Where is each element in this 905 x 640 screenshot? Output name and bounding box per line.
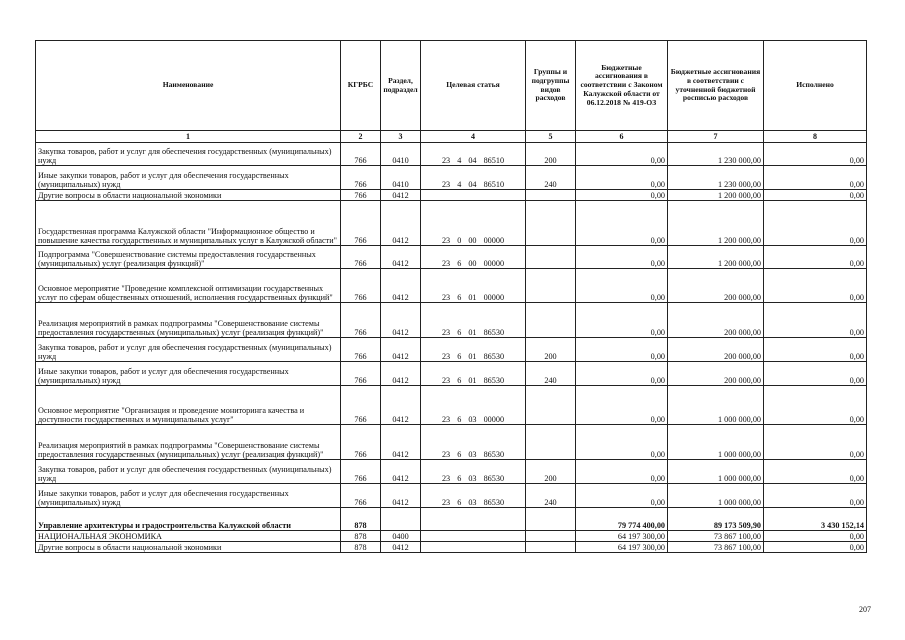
cell-executed: 0,00 bbox=[764, 362, 867, 386]
table-row bbox=[36, 460, 867, 484]
page-number: 207 bbox=[859, 605, 871, 614]
header-target: Целевая статья bbox=[421, 41, 526, 131]
column-number: 1 bbox=[36, 131, 341, 143]
cell-name: Подпрограмма "Совершенствование системы предоставления государственных (муниципальных) услуг (реализация функций)" bbox=[36, 246, 341, 269]
cell-group bbox=[526, 246, 576, 269]
cell-executed: 0,00 bbox=[764, 542, 867, 553]
cell-target bbox=[421, 531, 526, 542]
cell-target: 23 0 00 00000 bbox=[421, 201, 526, 246]
header-groups: Группы и подгруппы видов расходов bbox=[526, 41, 576, 131]
cell-executed: 0,00 bbox=[764, 425, 867, 460]
cell-section: 0412 bbox=[381, 269, 421, 303]
cell-section: 0412 bbox=[381, 484, 421, 508]
header-section: Раздел, подраздел bbox=[381, 41, 421, 131]
cell-section: 0412 bbox=[381, 460, 421, 484]
cell-kgrbs: 766 bbox=[341, 425, 381, 460]
table-row bbox=[36, 166, 867, 190]
cell-group: 200 bbox=[526, 460, 576, 484]
cell-target: 23 4 04 86510 bbox=[421, 166, 526, 190]
table-row bbox=[36, 190, 867, 201]
cell-executed: 0,00 bbox=[764, 531, 867, 542]
cell-group bbox=[526, 425, 576, 460]
cell-kgrbs: 766 bbox=[341, 143, 381, 166]
cell-target: 23 6 01 86530 bbox=[421, 362, 526, 386]
cell-kgrbs: 878 bbox=[341, 542, 381, 553]
cell-kgrbs: 766 bbox=[341, 269, 381, 303]
table-row bbox=[36, 338, 867, 362]
cell-law: 0,00 bbox=[576, 460, 668, 484]
cell-refined: 1 000 000,00 bbox=[668, 460, 764, 484]
cell-law: 0,00 bbox=[576, 190, 668, 201]
cell-kgrbs: 766 bbox=[341, 246, 381, 269]
column-number: 2 bbox=[341, 131, 381, 143]
cell-group bbox=[526, 542, 576, 553]
cell-section: 0412 bbox=[381, 190, 421, 201]
cell-refined: 200 000,00 bbox=[668, 362, 764, 386]
cell-group bbox=[526, 386, 576, 425]
cell-name: Управление архитектуры и градостроительства Калужской области bbox=[36, 508, 341, 531]
column-number: 3 bbox=[381, 131, 421, 143]
cell-section: 0412 bbox=[381, 303, 421, 338]
header-law: Бюджетные ассигнования в соответствии с Законом Калужской области от 06.12.2018 № 419-ОЗ bbox=[576, 41, 668, 131]
cell-law: 64 197 300,00 bbox=[576, 531, 668, 542]
table-row bbox=[36, 269, 867, 303]
cell-target: 23 6 03 86530 bbox=[421, 425, 526, 460]
column-number: 6 bbox=[576, 131, 668, 143]
cell-name: Закупка товаров, работ и услуг для обеспечения государственных (муниципальных) нужд bbox=[36, 460, 341, 484]
cell-group: 200 bbox=[526, 143, 576, 166]
table-body bbox=[36, 143, 867, 553]
cell-law: 0,00 bbox=[576, 484, 668, 508]
header-row bbox=[36, 41, 867, 131]
cell-section: 0412 bbox=[381, 542, 421, 553]
table-row bbox=[36, 484, 867, 508]
cell-law: 64 197 300,00 bbox=[576, 542, 668, 553]
cell-law: 0,00 bbox=[576, 269, 668, 303]
table-row bbox=[36, 386, 867, 425]
cell-executed: 0,00 bbox=[764, 303, 867, 338]
column-number: 4 bbox=[421, 131, 526, 143]
cell-group bbox=[526, 269, 576, 303]
cell-name: Государственная программа Калужской области "Информационное общество и повышение качества государственных и муниципальных услуг в Калужской области" bbox=[36, 201, 341, 246]
cell-name: Основное мероприятие "Организация и проведение мониторинга качества и доступности государственных и муниципальных услуг" bbox=[36, 386, 341, 425]
column-number: 7 bbox=[668, 131, 764, 143]
cell-target: 23 6 03 86530 bbox=[421, 460, 526, 484]
cell-refined: 73 867 100,00 bbox=[668, 542, 764, 553]
cell-name: Другие вопросы в области национальной экономики bbox=[36, 542, 341, 553]
cell-kgrbs: 766 bbox=[341, 166, 381, 190]
cell-section: 0410 bbox=[381, 143, 421, 166]
cell-name: Реализация мероприятий в рамках подпрограммы "Совершенствование системы предоставления государственных (муниципальных) услуг (реализация функций)" bbox=[36, 425, 341, 460]
cell-section bbox=[381, 508, 421, 531]
cell-group: 240 bbox=[526, 166, 576, 190]
cell-law: 0,00 bbox=[576, 338, 668, 362]
cell-executed: 0,00 bbox=[764, 143, 867, 166]
cell-section: 0410 bbox=[381, 166, 421, 190]
cell-group bbox=[526, 531, 576, 542]
cell-name: Основное мероприятие "Проведение комплексной оптимизации государственных услуг по сферам общественных отношений, исполнения государственных функций" bbox=[36, 269, 341, 303]
table-row bbox=[36, 531, 867, 542]
cell-name: Закупка товаров, работ и услуг для обеспечения государственных (муниципальных) нужд bbox=[36, 338, 341, 362]
cell-kgrbs: 766 bbox=[341, 460, 381, 484]
cell-name: Другие вопросы в области национальной экономики bbox=[36, 190, 341, 201]
table-row bbox=[36, 143, 867, 166]
cell-executed: 0,00 bbox=[764, 269, 867, 303]
cell-law: 0,00 bbox=[576, 303, 668, 338]
cell-kgrbs: 766 bbox=[341, 190, 381, 201]
budget-table bbox=[35, 40, 867, 553]
cell-law: 0,00 bbox=[576, 362, 668, 386]
cell-target: 23 6 01 86530 bbox=[421, 303, 526, 338]
cell-target bbox=[421, 542, 526, 553]
cell-name: Иные закупки товаров, работ и услуг для обеспечения государственных (муниципальных) нужд bbox=[36, 166, 341, 190]
cell-section: 0412 bbox=[381, 425, 421, 460]
cell-executed: 0,00 bbox=[764, 246, 867, 269]
cell-executed: 0,00 bbox=[764, 386, 867, 425]
cell-group: 200 bbox=[526, 338, 576, 362]
cell-executed: 0,00 bbox=[764, 166, 867, 190]
cell-law: 79 774 400,00 bbox=[576, 508, 668, 531]
cell-section: 0412 bbox=[381, 246, 421, 269]
cell-kgrbs: 878 bbox=[341, 531, 381, 542]
cell-section: 0412 bbox=[381, 386, 421, 425]
table-row bbox=[36, 425, 867, 460]
cell-section: 0400 bbox=[381, 531, 421, 542]
header-name: Наименование bbox=[36, 41, 341, 131]
cell-refined: 1 230 000,00 bbox=[668, 143, 764, 166]
cell-section: 0412 bbox=[381, 201, 421, 246]
cell-executed: 0,00 bbox=[764, 201, 867, 246]
table-row bbox=[36, 201, 867, 246]
cell-name: Иные закупки товаров, работ и услуг для обеспечения государственных (муниципальных) нужд bbox=[36, 362, 341, 386]
cell-refined: 200 000,00 bbox=[668, 338, 764, 362]
cell-executed: 0,00 bbox=[764, 190, 867, 201]
cell-group bbox=[526, 508, 576, 531]
cell-executed: 0,00 bbox=[764, 460, 867, 484]
cell-kgrbs: 766 bbox=[341, 484, 381, 508]
cell-law: 0,00 bbox=[576, 425, 668, 460]
cell-kgrbs: 766 bbox=[341, 386, 381, 425]
table-row bbox=[36, 303, 867, 338]
cell-law: 0,00 bbox=[576, 166, 668, 190]
column-number: 8 bbox=[764, 131, 867, 143]
cell-refined: 73 867 100,00 bbox=[668, 531, 764, 542]
cell-refined: 89 173 509,90 bbox=[668, 508, 764, 531]
cell-target bbox=[421, 508, 526, 531]
cell-refined: 1 000 000,00 bbox=[668, 484, 764, 508]
cell-target: 23 6 01 00000 bbox=[421, 269, 526, 303]
cell-kgrbs: 766 bbox=[341, 201, 381, 246]
cell-target: 23 6 03 00000 bbox=[421, 386, 526, 425]
cell-name: Иные закупки товаров, работ и услуг для обеспечения государственных (муниципальных) нужд bbox=[36, 484, 341, 508]
column-number: 5 bbox=[526, 131, 576, 143]
cell-name: НАЦИОНАЛЬНАЯ ЭКОНОМИКА bbox=[36, 531, 341, 542]
cell-law: 0,00 bbox=[576, 143, 668, 166]
cell-section: 0412 bbox=[381, 362, 421, 386]
cell-group: 240 bbox=[526, 484, 576, 508]
column-number-row bbox=[36, 131, 867, 143]
cell-name: Закупка товаров, работ и услуг для обеспечения государственных (муниципальных) нужд bbox=[36, 143, 341, 166]
cell-executed: 0,00 bbox=[764, 484, 867, 508]
cell-refined: 1 200 000,00 bbox=[668, 201, 764, 246]
header-refined: Бюджетные ассигнования в соответствии с уточненной бюджетной росписью расходов bbox=[668, 41, 764, 131]
cell-kgrbs: 766 bbox=[341, 362, 381, 386]
table-row bbox=[36, 362, 867, 386]
table-row bbox=[36, 246, 867, 269]
cell-section: 0412 bbox=[381, 338, 421, 362]
cell-law: 0,00 bbox=[576, 246, 668, 269]
cell-target bbox=[421, 190, 526, 201]
cell-group bbox=[526, 303, 576, 338]
cell-law: 0,00 bbox=[576, 386, 668, 425]
cell-refined: 1 000 000,00 bbox=[668, 386, 764, 425]
header-kgrbs: КГРБС bbox=[341, 41, 381, 131]
header-executed: Исполнено bbox=[764, 41, 867, 131]
cell-refined: 1 000 000,00 bbox=[668, 425, 764, 460]
cell-group bbox=[526, 201, 576, 246]
cell-target: 23 6 03 86530 bbox=[421, 484, 526, 508]
table-row bbox=[36, 508, 867, 531]
cell-law: 0,00 bbox=[576, 201, 668, 246]
cell-kgrbs: 766 bbox=[341, 303, 381, 338]
table-row bbox=[36, 542, 867, 553]
cell-group: 240 bbox=[526, 362, 576, 386]
cell-name: Реализация мероприятий в рамках подпрограммы "Совершенствование системы предоставления государственных (муниципальных) услуг (реализация функций)" bbox=[36, 303, 341, 338]
cell-kgrbs: 878 bbox=[341, 508, 381, 531]
cell-executed: 0,00 bbox=[764, 338, 867, 362]
cell-refined: 200 000,00 bbox=[668, 303, 764, 338]
cell-kgrbs: 766 bbox=[341, 338, 381, 362]
cell-target: 23 6 01 86530 bbox=[421, 338, 526, 362]
cell-refined: 1 230 000,00 bbox=[668, 166, 764, 190]
cell-refined: 1 200 000,00 bbox=[668, 246, 764, 269]
cell-group bbox=[526, 190, 576, 201]
cell-executed: 3 430 152,14 bbox=[764, 508, 867, 531]
cell-refined: 1 200 000,00 bbox=[668, 190, 764, 201]
cell-refined: 200 000,00 bbox=[668, 269, 764, 303]
cell-target: 23 6 00 00000 bbox=[421, 246, 526, 269]
cell-target: 23 4 04 86510 bbox=[421, 143, 526, 166]
